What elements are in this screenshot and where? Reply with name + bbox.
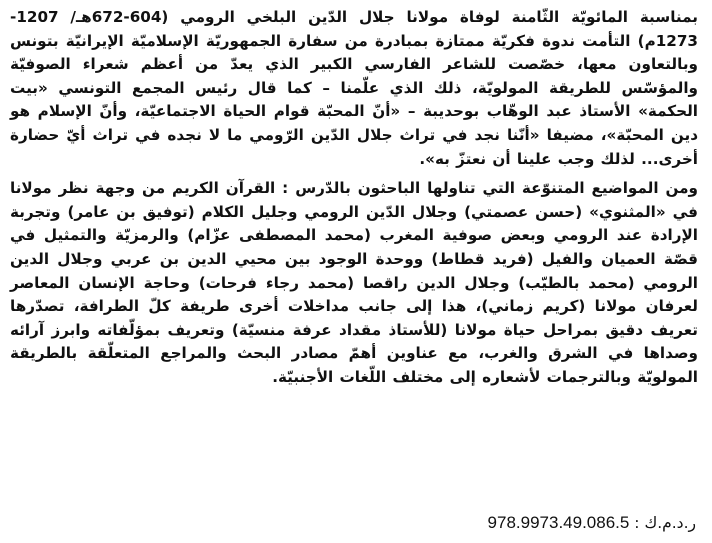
isbn-line: [488, 512, 696, 534]
isbn-label: ر.د.م.ك :: [634, 514, 696, 532]
isbn-value: 978.9973.49.086.5: [487, 513, 630, 532]
paragraph-intro: بمناسبة المائويّة الثّامنة لوفاة مولانا جلال الدّين البلخي الرومي (604-672هـ/ 1207-1273م) التأمت ندوة فكريّة ممتازة بمبادرة من سفارة الجمهوريّة الإسلاميّة الإيرانيّة بتونس وبالتعاون معها، خصّصت للشاعر الفارسي الكبير الذي يعدّ من أعظم شعراء الصوفيّة والمؤسّس للطريقة المولويّة، ذلك الذي علّمنا – كما قال رئيس المجمع التونسي «بيت الحكمة» الأستاذ عبد الوهّاب بوحديبة – «أنّ المحبّة قوام الحياة الاجتماعيّة، وأنّ الإسلام هو دين المحبّة»، مضيفا «أنّنا نجد في تراث جلال الدّين الرّومي ما لا نجده في تراث أيّ حضارة أخرى... لذلك وجب علينا أن نعتزّ به».: [10, 8, 698, 168]
paragraph-topics: ومن المواضيع المتنوّعة التي تناولها الباحثون بالدّرس : القرآن الكريم من وجهة نظر مولانا في «المثنوي» (حسن عصمتي) وجلال الدّين الرومي وجليل الكلام (توفيق بن عامر) وتجربة الإرادة عند الرومي وبعض صوفية المغرب (محمد المصطفى عزّام) والرمزيّة والتمثيل في قصّة العميان والفيل (فريد قطاط) ووحدة الوجود بين محيي الدين بن عربي وجلال الدين الرومي (محمد بالطيّب) وجلال الدين راقصا (محمد رجاء فرحات) وحاجة الإنسان المعاصر لعرفان مولانا (كريم زماني)، هذا إلى جانب مداخلات أخرى طريفة كلّ الطرافة، تصدّرها تعريف دقيق بمراحل حياة مولانا (للأستاذ مقداد عرفة منسيّة) وتعريف بمؤلّفاته وابرز آرائه وصداها في الشرق والغرب، مع عناوين أهمّ مصادر البحث والمراجع المتعلّقة بالطريقة المولويّة وبالترجمات لأشعاره إلى مختلف اللّغات الأجنبيّة.: [10, 179, 698, 386]
